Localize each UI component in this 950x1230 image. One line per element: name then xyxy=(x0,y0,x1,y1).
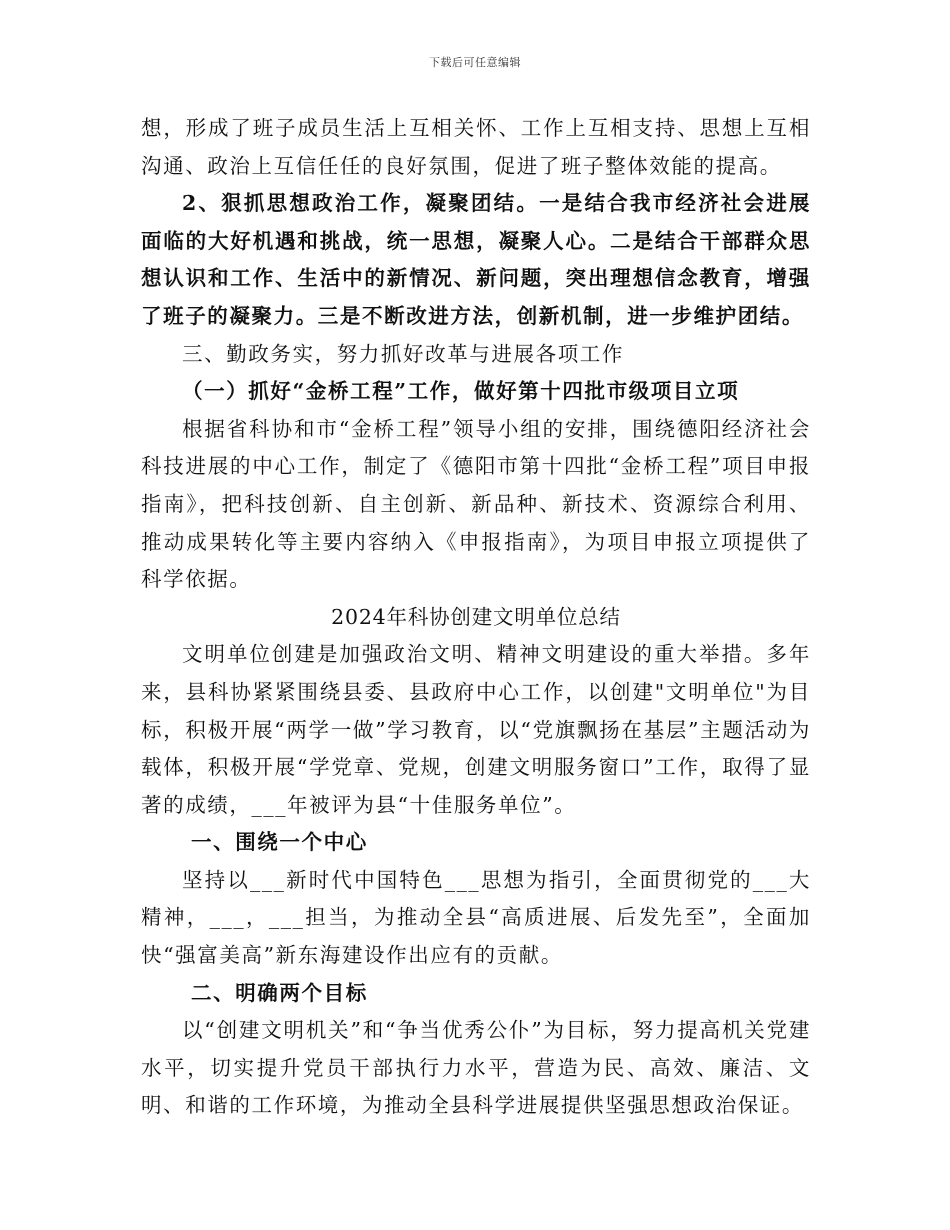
paragraph-ideological-work: 2、狠抓思想政治工作，凝聚团结。一是结合我市经济社会进展面临的大好机遇和挑战，统一思想，凝聚人心。二是结合干部群众思想认识和工作、生活中的新情况、新问题，突出理想信念教育，增强了班子的凝聚力。三是不断改进方法，创新机制，进一步维护团结。 xyxy=(141,191,811,328)
page-header-note: 下载后可任意编辑 xyxy=(429,56,521,69)
document-body xyxy=(141,110,811,1125)
paragraph-team-atmosphere: 想，形成了班子成员生活上互相关怀、工作上互相支持、思想上互相沟通、政治上互信任任的良好氛围，促进了班子整体效能的提高。 xyxy=(141,116,811,178)
heading-section-three: 三、勤政务实，努力抓好改革与进展各项工作 xyxy=(182,341,624,366)
paragraph-civilization-intro: 文明单位创建是加强政治文明、精神文明建设的重大举措。多年来，县科协紧紧围绕县委、县政府中心工作，以创建"文明单位"为目标，积极开展“两学一做”学习教育，以“党旗飘扬在基层”主题活动为载体，积极开展“学党章、党规，创建文明服务窗口”工作，取得了显著的成绩，___年被评为县“十佳服务单位”。 xyxy=(141,642,811,817)
document-title: 2024年科协创建文明单位总结 xyxy=(331,604,621,629)
heading-one-center: 一、围绕一个中心 xyxy=(191,830,368,855)
paragraph-one-center: 坚持以___新时代中国特色___思想为指引，全面贯彻党的___大精神，___，___担当，为推动全县“高质进展、后发先至”，全面加快“强富美高”新东海建设作出应有的贡献。 xyxy=(141,867,811,968)
heading-golden-bridge: （一）抓好“金桥工程”工作，做好第十四批市级项目立项 xyxy=(182,379,740,404)
paragraph-two-goals: 以“创建文明机关”和“争当优秀公仆”为目标，努力提高机关党建水平，切实提升党员干部执行力水平，营造为民、高效、廉洁、文明、和谐的工作环境，为推动全县科学进展提供坚强思想政治保证。 xyxy=(141,1018,811,1118)
paragraph-golden-bridge: 根据省科协和市“金桥工程”领导小组的安排，围绕德阳经济社会科技进展的中心工作，制定了《德阳市第十四批“金桥工程”项目申报指南》，把科技创新、自主创新、新品种、新技术、资源综合利用、推动成果转化等主要内容纳入《申报指南》，为项目申报立项提供了科学依据。 xyxy=(141,416,811,592)
heading-two-goals: 二、明确两个目标 xyxy=(191,980,368,1005)
